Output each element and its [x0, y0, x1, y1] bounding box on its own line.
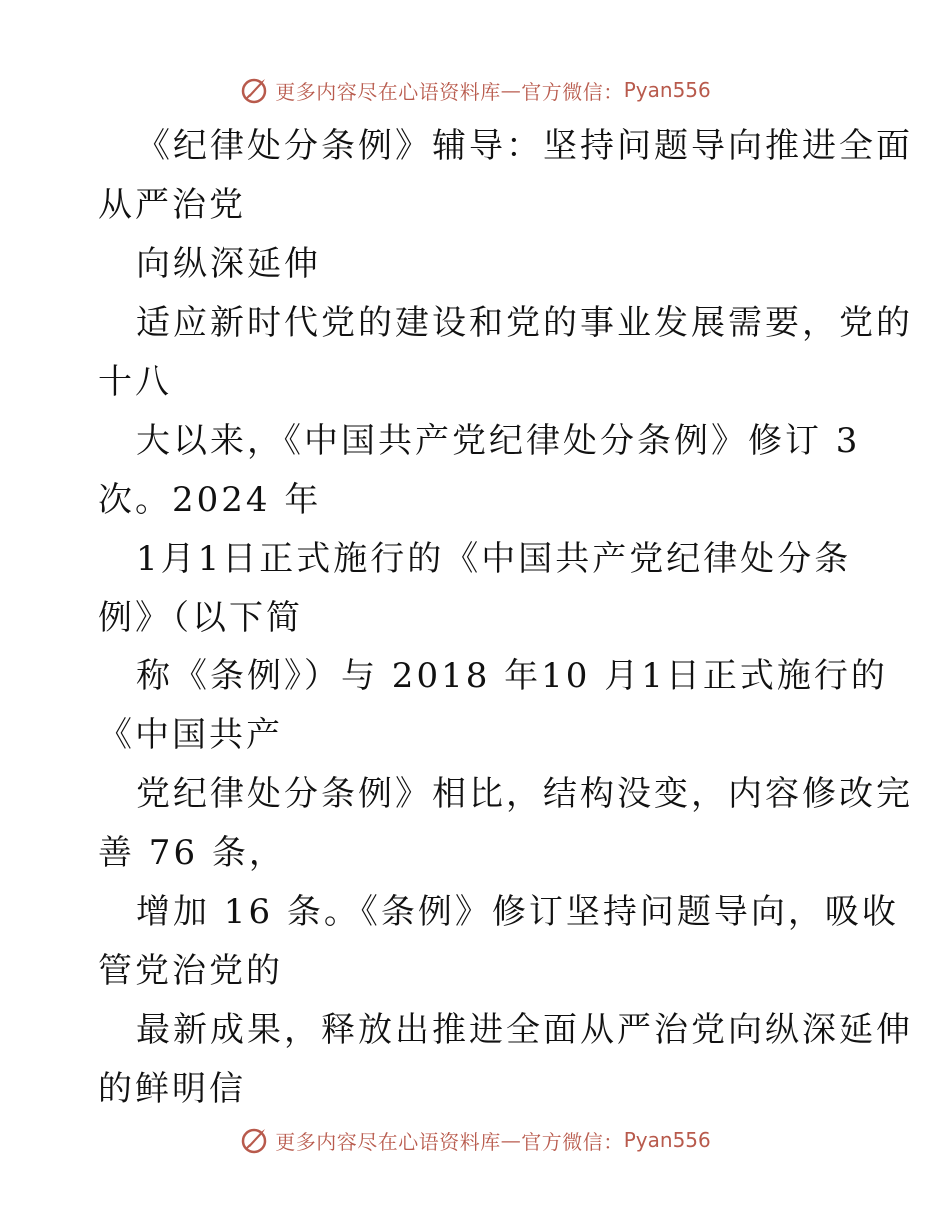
header-site-text: 更多内容尽在心语资料库 — [275, 79, 501, 104]
doc-line-9: 例》（以下简 — [98, 598, 303, 638]
header-wechat-id: Pyan556 — [623, 78, 711, 102]
doc-line-10: 称《条例》）与 2018 年10 月1日正式施行的 — [136, 656, 888, 696]
header-separator: — — [500, 78, 522, 102]
doc-line-16: 最新成果，释放出推进全面从严治党向纵深延伸 — [136, 1010, 913, 1050]
doc-line-15: 管党治党的 — [98, 951, 283, 991]
doc-line-6: 大以来，《中国共产党纪律处分条例》修订 3 — [136, 421, 861, 461]
doc-line-2: 从严治党 — [98, 185, 246, 225]
doc-line-7: 次。2024 年 — [98, 480, 322, 520]
doc-line-12: 党纪律处分条例》相比，结构没变，内容修改完 — [136, 774, 913, 814]
header-wechat-label: 官方微信： — [521, 79, 624, 104]
header-banner — [0, 70, 950, 110]
doc-line-8: 1月1日正式施行的《中国共产党纪律处分条 — [136, 539, 852, 579]
doc-line-11: 《中国共产 — [98, 715, 283, 755]
footer-wechat-label: 官方微信： — [521, 1129, 624, 1154]
footer-separator: — — [500, 1128, 522, 1152]
doc-line-4: 适应新时代党的建设和党的事业发展需要，党的 — [136, 303, 913, 343]
doc-line-3: 向纵深延伸 — [136, 244, 321, 284]
footer-site-text: 更多内容尽在心语资料库 — [275, 1129, 501, 1154]
doc-line-5: 十八 — [98, 362, 172, 402]
footer-banner — [0, 1120, 950, 1160]
quill-logo-icon — [239, 1124, 271, 1156]
footer-wechat-id: Pyan556 — [623, 1128, 711, 1152]
doc-line-13: 善 76 条， — [98, 833, 286, 873]
quill-logo-icon — [239, 74, 271, 106]
doc-line-1: 《纪律处分条例》辅导：坚持问题导向推进全面 — [136, 126, 913, 166]
doc-line-14: 增加 16 条。《条例》修订坚持问题导向，吸收 — [136, 892, 899, 932]
doc-line-17: 的鲜明信 — [98, 1069, 246, 1109]
